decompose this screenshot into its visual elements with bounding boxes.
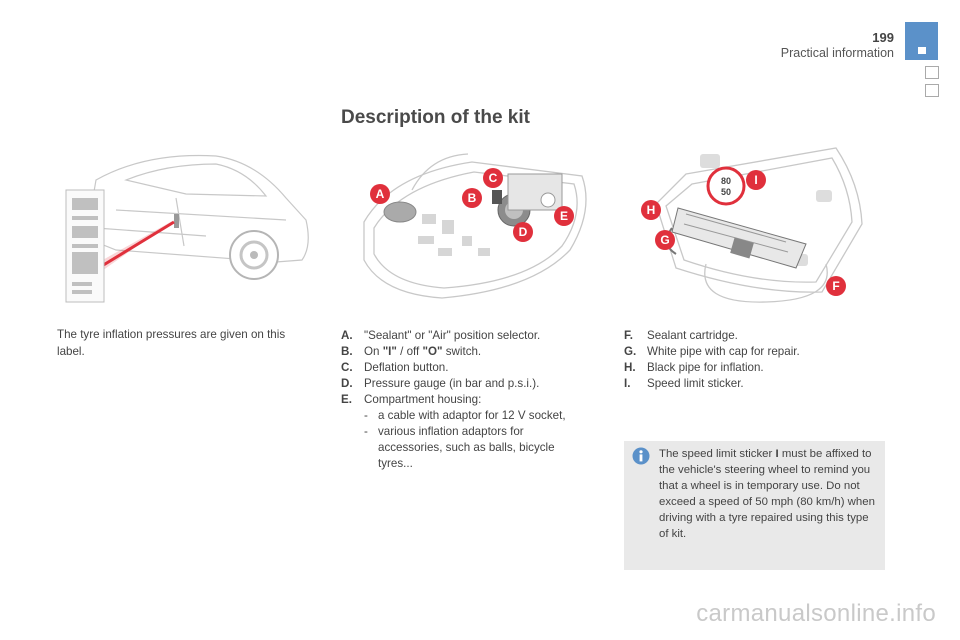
info-text-bold: I <box>775 448 779 460</box>
legend-text <box>364 376 539 392</box>
legend-text-part: Deflation button. <box>364 361 449 374</box>
tab-marker-icon <box>918 47 926 54</box>
legend-key: E. <box>341 393 352 406</box>
callout-h: H <box>646 203 656 217</box>
legend-text-part: Compartment housing: <box>364 393 482 406</box>
legend-subitem-text: various inflation adaptors for accessories, such as balls, bicycle tyres... <box>378 425 555 470</box>
legend-text <box>364 328 540 344</box>
legend-text: White pipe with cap for repair. <box>647 345 800 358</box>
kit-top-view-illustration <box>352 150 598 310</box>
legend-key: D. <box>341 377 353 390</box>
legend-key: B. <box>341 345 353 358</box>
callout-d: D <box>518 225 528 239</box>
car-label-illustration <box>56 150 314 310</box>
legend-text: Sealant cartridge. <box>647 329 738 342</box>
info-text-part: must be affixed to the vehicle's steering wheel to remind you that a wheel is in temporary use. Do not exceed a speed of 50 mph (80 km/h) when driving with a tyre repaired using this type of kit. <box>659 448 875 540</box>
legend-text-part: "O" <box>422 345 443 358</box>
legend-subitem <box>341 424 591 472</box>
callout-a: A <box>375 187 385 201</box>
callout-i: I <box>754 173 758 187</box>
legend-item <box>624 360 884 376</box>
kit-bottom-view-illustration <box>636 144 866 306</box>
legend-subitem <box>341 408 591 424</box>
sticker-value-bottom: 50 <box>720 187 732 197</box>
label-caption: The tyre inflation pressures are given on this label. <box>57 328 286 358</box>
legend-text-part: Pressure gauge (in bar and p.s.i.). <box>364 377 540 390</box>
legend-item <box>624 376 884 392</box>
callout-g: G <box>660 233 670 247</box>
legend-text-part: / off <box>396 345 423 358</box>
page-number: 199 <box>872 30 894 45</box>
legend-text <box>364 392 481 408</box>
section-title: Practical information <box>780 46 894 60</box>
legend-left <box>341 328 591 472</box>
legend-text <box>364 360 448 376</box>
legend-text-part: On <box>364 345 383 358</box>
legend-subitem-text: a cable with adaptor for 12 V socket, <box>378 409 566 422</box>
legend-key: H. <box>624 361 636 374</box>
legend-item <box>624 344 884 360</box>
legend-key: F. <box>624 329 634 342</box>
legend-dash: - <box>364 409 368 422</box>
chapter-tab-empty-2[interactable] <box>925 84 939 97</box>
legend-text: Speed limit sticker. <box>647 377 744 390</box>
callout-c: C <box>488 171 498 185</box>
legend-item <box>624 328 884 344</box>
info-text <box>659 446 881 542</box>
info-text-part: The speed limit sticker <box>659 448 776 460</box>
legend-text-part: switch. <box>442 345 482 358</box>
chapter-tab-empty-1[interactable] <box>925 66 939 79</box>
page-title: Description of the kit <box>341 107 530 128</box>
callout-e: E <box>559 209 569 223</box>
chapter-tab[interactable] <box>905 22 938 60</box>
callout-b: B <box>467 191 477 205</box>
legend-item <box>341 360 591 376</box>
legend-item <box>341 376 591 392</box>
callout-f: F <box>832 279 840 293</box>
legend-key: G. <box>624 345 637 358</box>
legend-item <box>341 344 591 360</box>
legend-key: I. <box>624 377 631 390</box>
legend-text <box>364 344 481 360</box>
legend-item <box>341 392 591 408</box>
sticker-value-top: 80 <box>720 176 732 186</box>
legend-right <box>624 328 884 392</box>
info-icon <box>632 447 650 465</box>
legend-dash: - <box>364 425 368 438</box>
info-box <box>624 441 885 570</box>
legend-text: Black pipe for inflation. <box>647 361 764 374</box>
watermark-text: carmanualsonline.info <box>696 600 936 627</box>
legend-text-part: "I" <box>382 345 397 358</box>
legend-text-part: "Sealant" or "Air" position selector. <box>364 329 541 342</box>
legend-key: C. <box>341 361 353 374</box>
legend-key: A. <box>341 329 353 342</box>
legend-item <box>341 328 591 344</box>
